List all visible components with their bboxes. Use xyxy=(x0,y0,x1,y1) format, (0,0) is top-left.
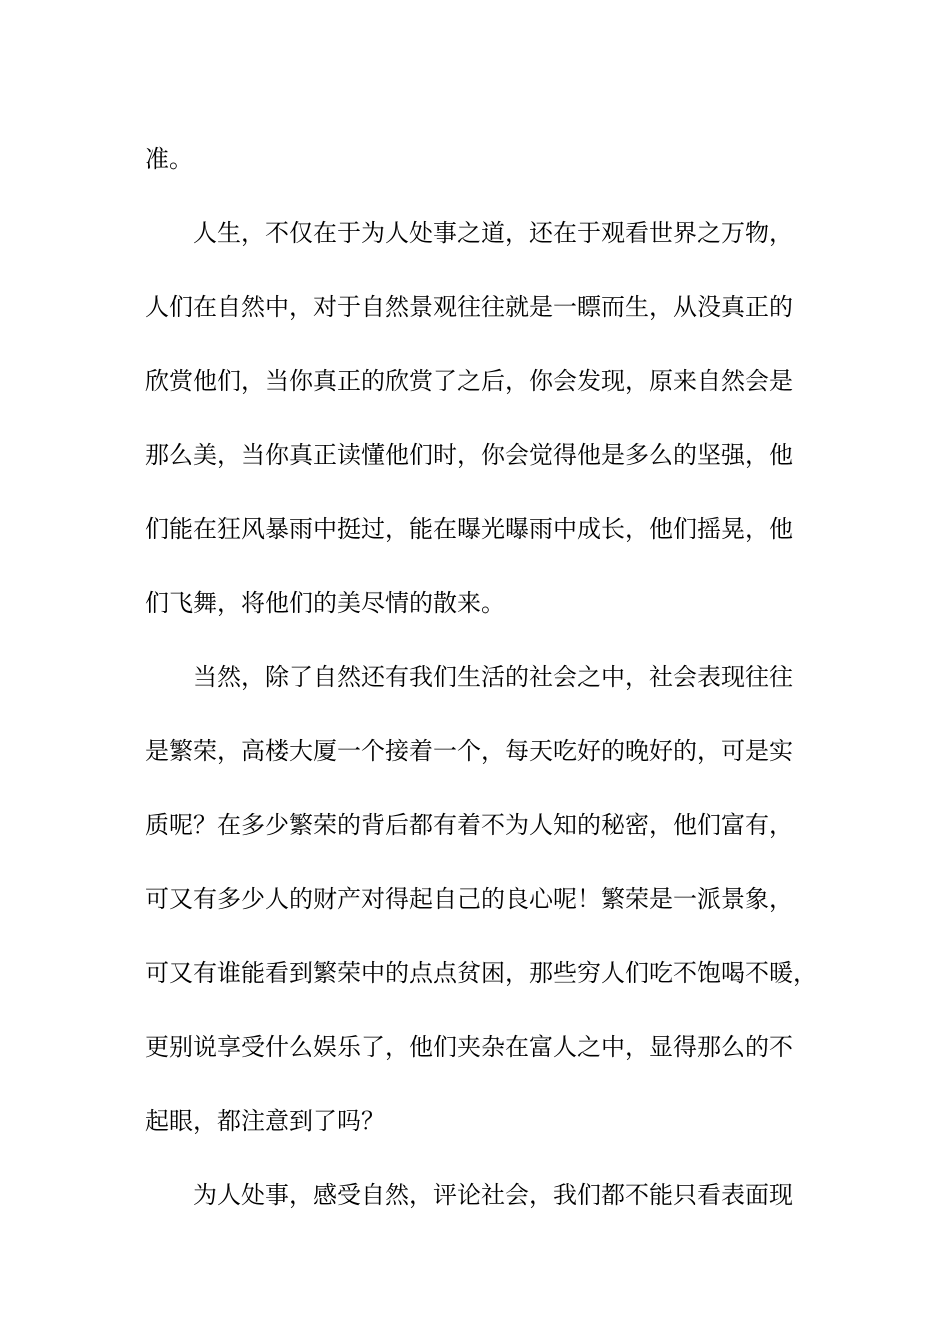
text-line: 更别说享受什么娱乐了，他们夹杂在富人之中，显得那么的不 xyxy=(145,1033,793,1061)
text-line: 那么美，当你真正读懂他们时，你会觉得他是多么的坚强，他 xyxy=(145,441,793,469)
text-line: 人们在自然中，对于自然景观往往就是一瞟而生，从没真正的 xyxy=(145,293,793,321)
document-body xyxy=(145,122,825,1232)
text-line: 可又有多少人的财产对得起自己的良心呢！繁荣是一派景象， xyxy=(145,885,793,913)
text-line: 们飞舞，将他们的美尽情的散来。 xyxy=(145,589,505,617)
text-line: 为人处事，感受自然，评论社会，我们都不能只看表面现 xyxy=(193,1181,793,1209)
text-line: 当然，除了自然还有我们生活的社会之中，社会表现往往 xyxy=(193,663,793,691)
text-line: 欣赏他们，当你真正的欣赏了之后，你会发现，原来自然会是 xyxy=(145,367,793,395)
text-line: 可又有谁能看到繁荣中的点点贫困，那些穷人们吃不饱喝不暖， xyxy=(145,959,817,987)
text-line: 人生，不仅在于为人处事之道，还在于观看世界之万物， xyxy=(193,219,793,247)
text-line: 起眼，都注意到了吗？ xyxy=(145,1107,385,1135)
text-line: 们能在狂风暴雨中挺过，能在曝光曝雨中成长，他们摇晃，他 xyxy=(145,515,793,543)
text-line: 是繁荣，高楼大厦一个接着一个，每天吃好的晚好的，可是实 xyxy=(145,737,793,765)
text-line: 质呢？在多少繁荣的背后都有着不为人知的秘密，他们富有， xyxy=(145,811,793,839)
text-line: 准。 xyxy=(145,145,193,173)
